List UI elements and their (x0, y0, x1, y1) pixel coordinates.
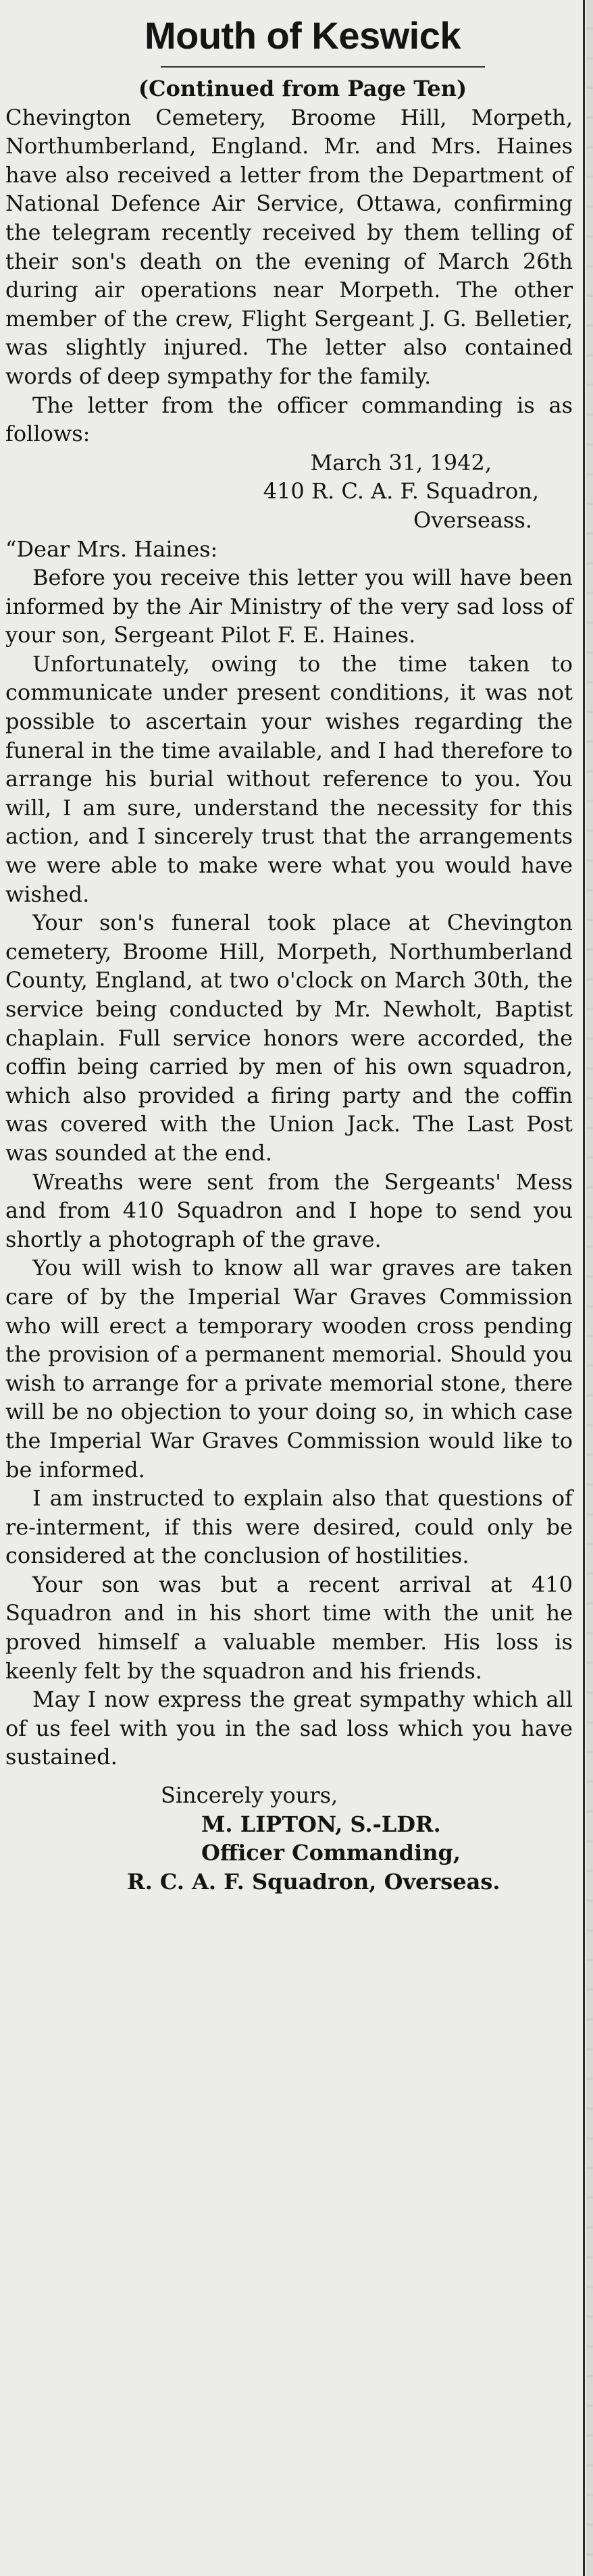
paragraph-2: The letter from the officer commanding is as follows: (5, 392, 573, 447)
signoff-title: Officer Commanding, (201, 1840, 461, 1866)
article-body (5, 74, 573, 1896)
letter-paragraph-5: You will wish to know all war graves are taken care of by the Imperial War Graves Commission who will erect a temporary wooden cross pending the provision of a permanent memorial. Should you wish to arrange for a private memorial stone, there will be no objection to your doing so, in which case the Imperial War Graves Commission would like to be informed. (5, 1255, 573, 1483)
letter-paragraph-7: Your son was but a recent arrival at 410 Squadron and in his short time with the unit he proved himself a valuable member. His loss is keenly felt by the squadron and his friends. (5, 1571, 573, 1684)
signoff-closing: Sincerely yours, (161, 1782, 338, 1809)
letter-paragraph-4: Wreaths were sent from the Sergeants' Mess and from 410 Squadron and I hope to send you shortly a photograph of the grave. (5, 1168, 573, 1252)
letter-paragraph-8: May I now express the great sympathy which all of us feel with you in the sad loss which you have sustained. (5, 1686, 573, 1770)
letter-salutation: “Dear Mrs. Haines: (5, 536, 218, 562)
column-rule (583, 0, 585, 2576)
article-column (5, 0, 573, 2576)
dateline-unit: 410 R. C. A. F. Squadron, (263, 478, 539, 505)
headline-rule (161, 66, 485, 68)
adjacent-column-edge (586, 0, 593, 2576)
letter-paragraph-1: Before you receive this letter you will have been informed by the Air Ministry of the very sad loss of your son, Sergeant Pilot F. E. Haines. (5, 565, 573, 648)
signoff-unit: R. C. A. F. Squadron, Overseas. (127, 1868, 500, 1895)
letter-dateline (5, 448, 573, 535)
continued-line: (Continued from Page Ten) (138, 76, 467, 101)
letter-paragraph-2: Unfortunately, owing to the time taken to communicate under present conditions, it was not possible to ascertain your wishes regarding the funeral in the time available, and I had therefore to arrange his burial without reference to you. You will, I am sure, understand the necessity for this action, and I sincerely trust that the arrangements we were able to make were what you would have wished. (5, 650, 573, 907)
letter-signoff (5, 1781, 573, 1896)
dateline-place: Overseass. (413, 507, 532, 533)
letter-paragraph-3: Your son's funeral took place at Chevington cemetery, Broome Hill, Morpeth, Northumberland County, England, at two o'clock on March 30th, the service being conducted by Mr. Newholt, Baptist chaplain. Full service honors were accorded, the coffin being carried by men of his own squadron, which also provided a firing party and the coffin was covered with the Union Jack. The Last Post was sounded at the end. (5, 910, 573, 1166)
letter-paragraph-6: I am instructed to explain also that questions of re-interment, if this were desired, could only be considered at the conclusion of hostilities. (5, 1485, 573, 1569)
dateline-date: March 31, 1942, (310, 449, 492, 475)
signoff-name: M. LIPTON, S.-LDR. (201, 1811, 441, 1837)
headline: Mouth of Keswick (144, 14, 461, 57)
paragraph-1: Chevington Cemetery, Broome Hill, Morpeth, Northumberland, England. Mr. and Mrs. Haines have also received a letter from the Department of National Defence Air Service, Ottawa, confirming the telegram recently received by them telling of their son's death on the evening of March 26th during air operations near Morpeth. The other member of the crew, Flight Sergeant J. G. Belletier, was slightly injured. The letter also contained words of deep sympathy for the family. (5, 104, 573, 389)
